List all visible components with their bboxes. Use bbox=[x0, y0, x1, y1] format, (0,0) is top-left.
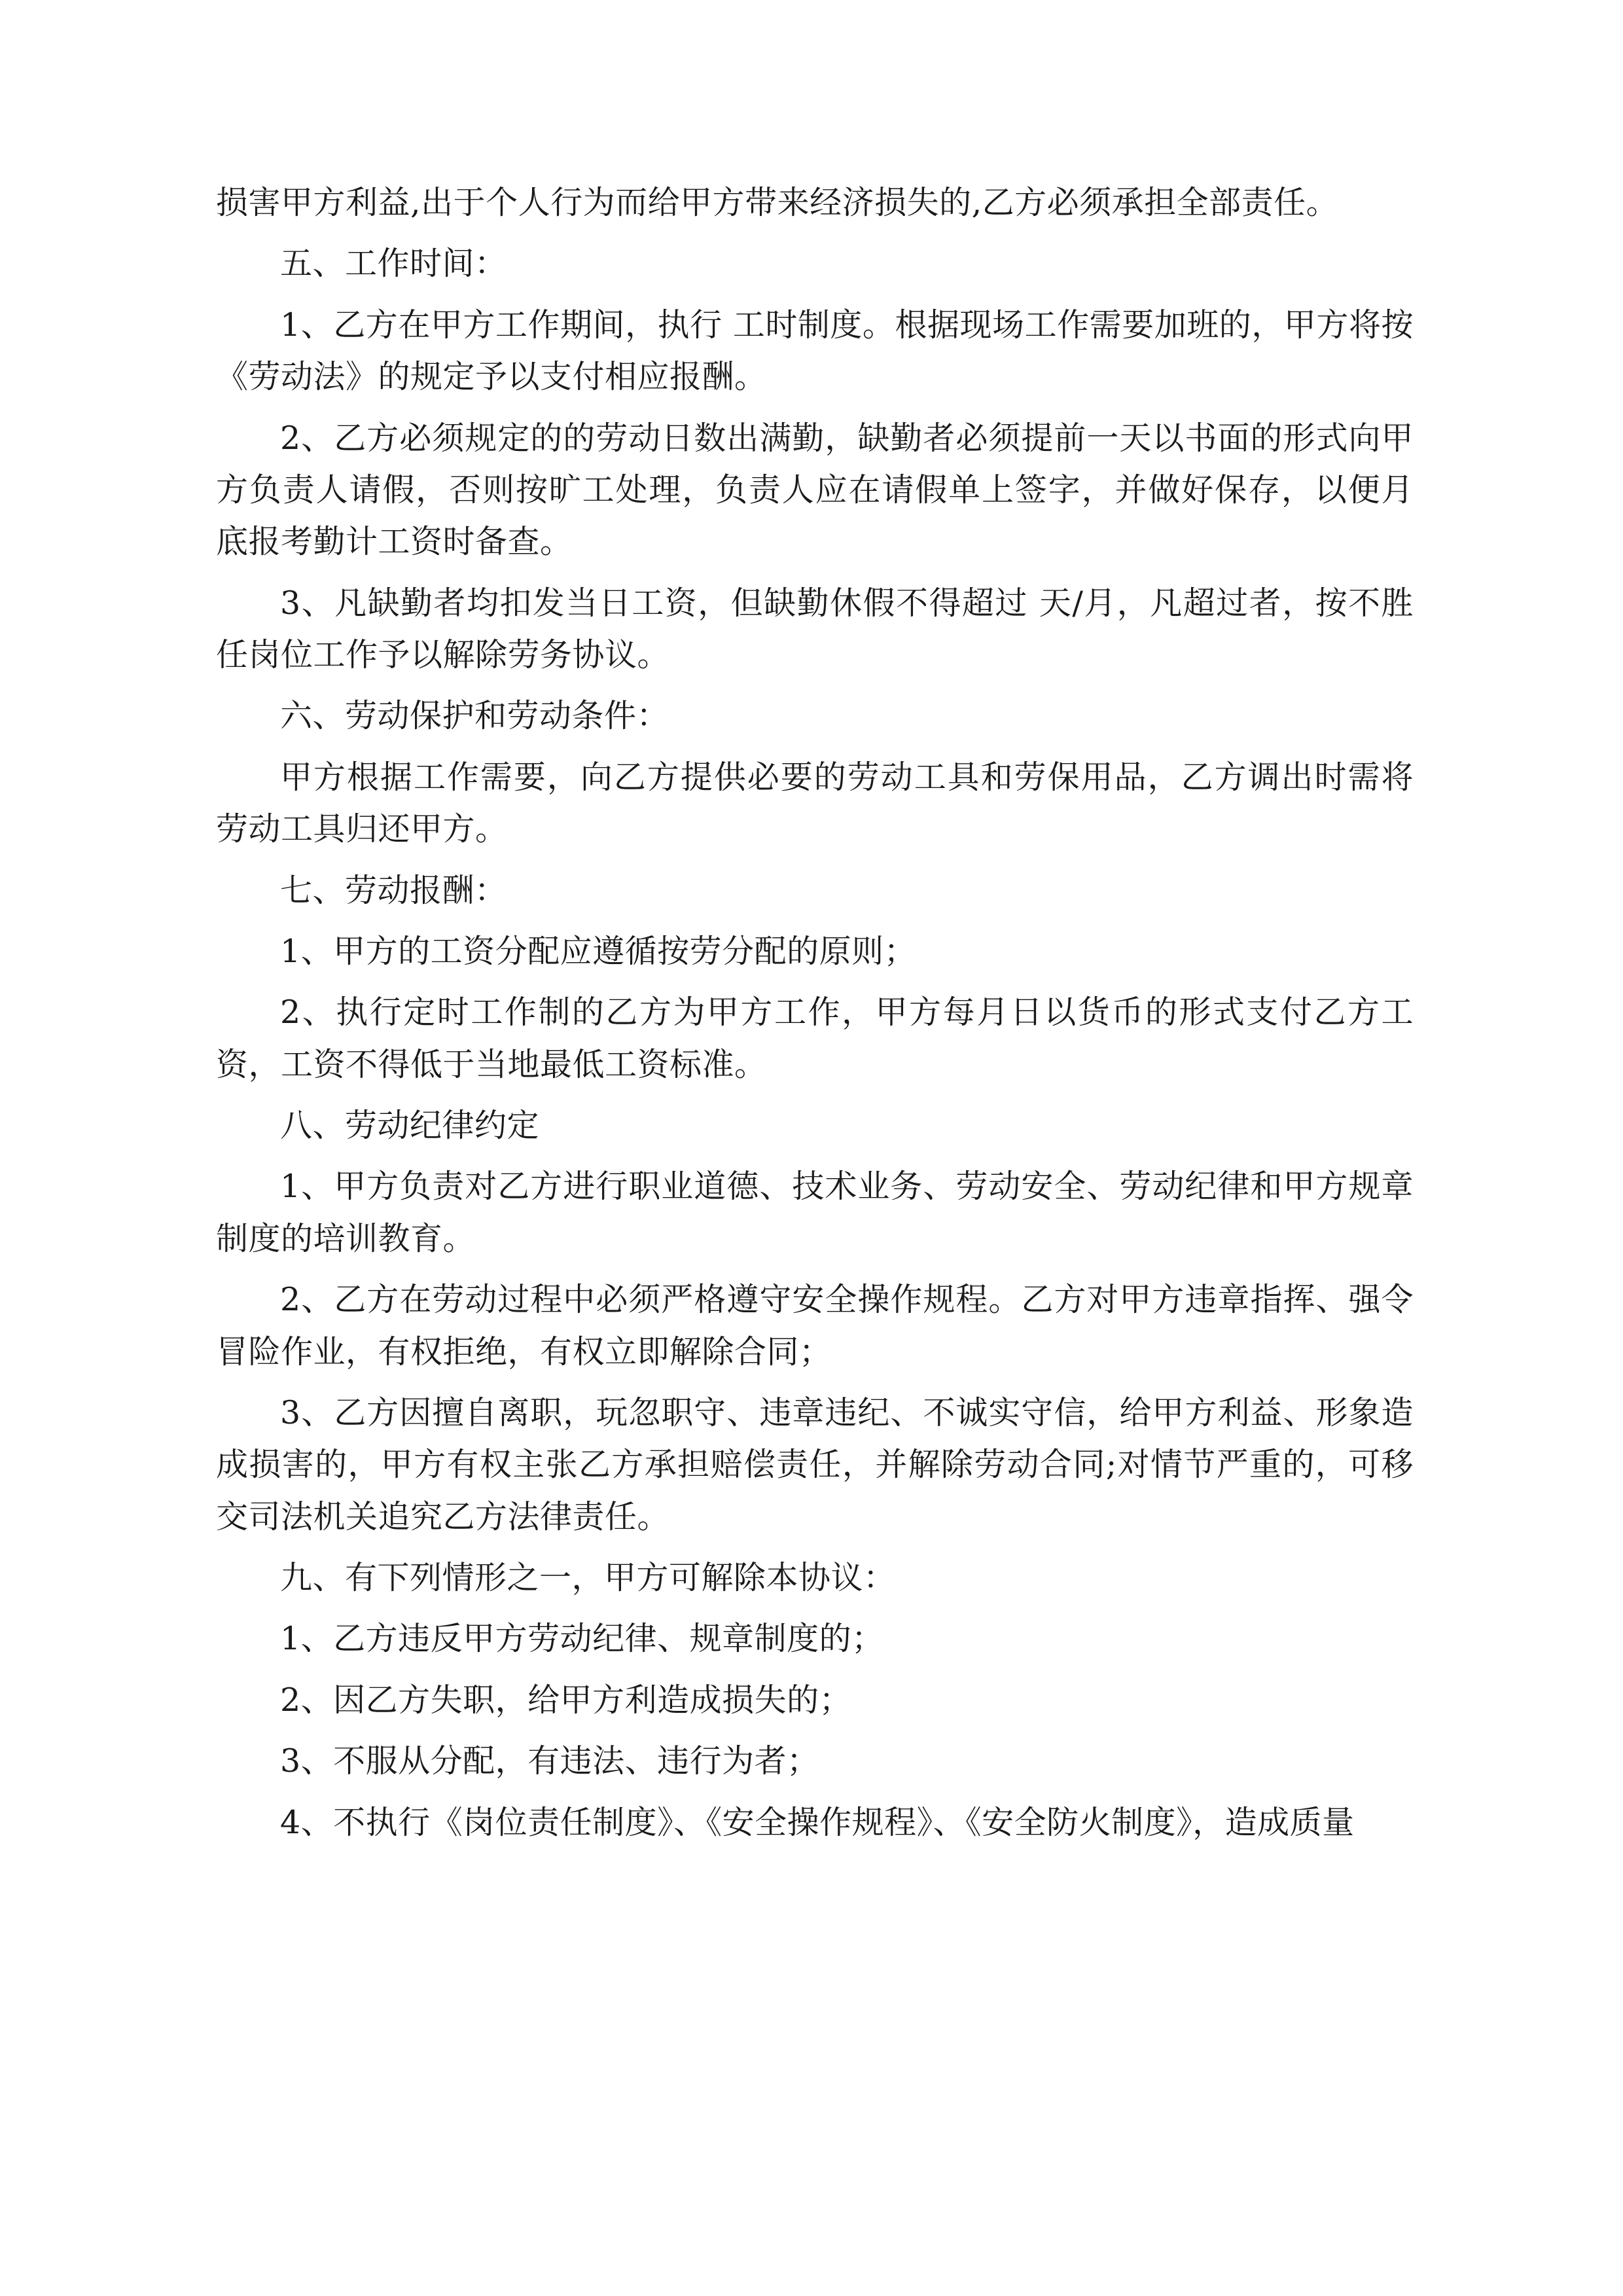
section-heading-nine: 九、有下列情形之一，甲方可解除本协议： bbox=[280, 1559, 896, 1596]
paragraph: 1、乙方在甲方工作期间，执行 工时制度。根据现场工作需要加班的，甲方将按《劳动法》的规定予以支付相应报酬。 bbox=[216, 306, 1414, 396]
paragraph: 2、执行定时工作制的乙方为甲方工作，甲方每月日以货币的形式支付乙方工资，工资不得低于当地最低工资标准。 bbox=[216, 994, 1414, 1083]
paragraph: 1、甲方的工资分配应遵循按劳分配的原则； bbox=[280, 932, 917, 970]
paragraph: 损害甲方利益,出于个人行为而给甲方带来经济损失的,乙方必须承担全部责任。 bbox=[216, 184, 1339, 221]
section-heading-seven: 七、劳动报酬： bbox=[280, 871, 507, 909]
paragraph: 1、乙方违反甲方劳动纪律、规章制度的； bbox=[280, 1620, 884, 1658]
paragraph: 3、乙方因擅自离职，玩忽职守、违章违纪、不诚实守信，给甲方利益、形象造成损害的，甲方有权主张乙方承担赔偿责任，并解除劳动合同;对情节严重的，可移交司法机关追究乙方法律责任。 bbox=[216, 1393, 1414, 1535]
section-heading-five: 五、工作时间： bbox=[280, 245, 507, 283]
document-body bbox=[216, 177, 1414, 1857]
paragraph: 2、乙方必须规定的的劳动日数出满勤，缺勤者必须提前一天以书面的形式向甲方负责人请假，否则按旷工处理，负责人应在请假单上签字，并做好保存，以便月底报考勤计工资时备查。 bbox=[216, 419, 1414, 561]
paragraph: 2、因乙方失职，给甲方利造成损失的； bbox=[280, 1681, 852, 1719]
section-heading-six: 六、劳动保护和劳动条件： bbox=[280, 697, 669, 735]
paragraph: 4、不执行《岗位责任制度》、《安全操作规程》、《安全防火制度》，造成质量 bbox=[280, 1803, 1355, 1841]
paragraph: 3、凡缺勤者均扣发当日工资，但缺勤休假不得超过 天/月，凡超过者，按不胜任岗位工作予以解除劳务协议。 bbox=[216, 584, 1414, 673]
paragraph: 2、乙方在劳动过程中必须严格遵守安全操作规程。乙方对甲方违章指挥、强令冒险作业，有权拒绝，有权立即解除合同； bbox=[216, 1281, 1414, 1371]
section-heading-eight: 八、劳动纪律约定 bbox=[280, 1107, 540, 1144]
paragraph: 甲方根据工作需要，向乙方提供必要的劳动工具和劳保用品，乙方调出时需将劳动工具归还甲方。 bbox=[216, 758, 1414, 848]
paragraph: 3、不服从分配，有违法、违行为者； bbox=[280, 1742, 819, 1780]
paragraph: 1、甲方负责对乙方进行职业道德、技术业务、劳动安全、劳动纪律和甲方规章制度的培训教育。 bbox=[216, 1168, 1414, 1257]
